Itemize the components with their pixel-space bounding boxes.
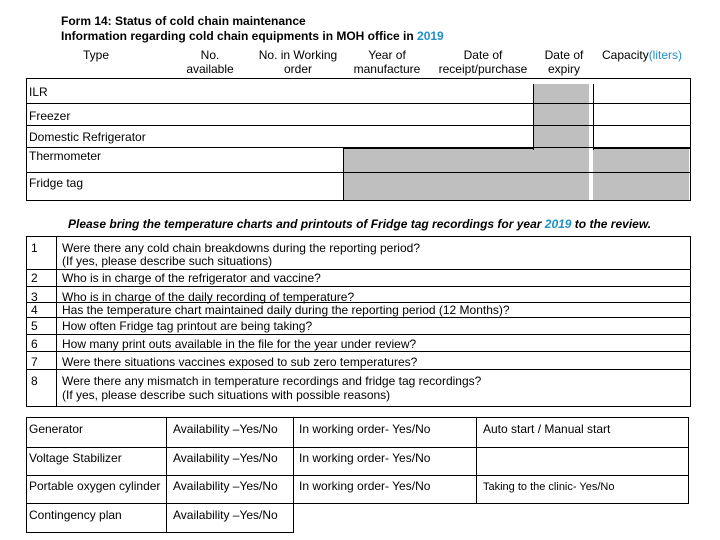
question-text-note: (If yes, please describe such situations with possible reasons) xyxy=(62,388,391,402)
grey-cell-expiry-1 xyxy=(533,84,589,148)
header-no-available: No. available xyxy=(186,48,234,76)
check-working: In working order- Yes/No xyxy=(299,479,431,493)
check-item: Generator xyxy=(29,422,84,436)
question-text: Who is in charge of the refrigerator and vaccine? xyxy=(62,271,321,285)
check-working: In working order- Yes/No xyxy=(299,451,431,465)
grey-cell-capacity xyxy=(593,148,689,200)
header-date-expiry: Date of expiry xyxy=(544,48,584,76)
question-number: 3 xyxy=(31,290,38,304)
form-subtitle: Information regarding cold chain equipments in MOH office in 2019 xyxy=(61,29,444,43)
check-item: Contingency plan xyxy=(29,508,122,522)
question-number: 1 xyxy=(31,241,38,255)
question-number: 7 xyxy=(31,355,38,369)
question-number: 6 xyxy=(31,337,38,351)
row-label-freezer: Freezer xyxy=(29,109,71,123)
check-extra: Taking to the clinic- Yes/No xyxy=(483,481,615,493)
row-label-thermometer: Thermometer xyxy=(29,149,102,163)
row-label-fridge-tag: Fridge tag xyxy=(29,176,84,190)
question-text: Who is in charge of the daily recording of temperature? xyxy=(62,290,355,304)
header-year-manufacture: Year of manufacture xyxy=(353,48,421,76)
check-extra: Auto start / Manual start xyxy=(483,422,611,436)
grey-cell-fridge-tag xyxy=(343,172,589,200)
question-number: 4 xyxy=(31,303,38,317)
row-label-domestic-refrigerator: Domestic Refrigerator xyxy=(29,130,146,144)
check-item: Voltage Stabilizer xyxy=(29,451,122,465)
question-text: How often Fridge tag printout are being taking? xyxy=(62,319,313,333)
row-label-ilr: ILR xyxy=(29,85,48,99)
question-text-note: (If yes, please describe such situations) xyxy=(62,254,273,268)
check-item: Portable oxygen cylinder xyxy=(29,479,161,493)
question-text: Were there situations vaccines exposed to sub zero temperatures? xyxy=(62,355,418,369)
header-date-receipt: Date of receipt/purchase xyxy=(438,48,528,76)
review-note: Please bring the temperature charts and printouts of Fridge tag recordings for year 2019 to the review. xyxy=(68,217,652,231)
question-text: Were there any cold chain breakdowns during the reporting period? xyxy=(62,241,420,255)
question-text: How many print outs available in the file for the year under review? xyxy=(62,337,417,351)
question-number: 8 xyxy=(31,374,38,388)
check-availability: Availability –Yes/No xyxy=(173,422,278,436)
grey-cell-thermometer xyxy=(343,148,589,172)
question-text: Has the temperature chart maintained daily during the reporting period (12 Months)? xyxy=(62,303,510,317)
header-capacity: Capacity(liters) xyxy=(602,48,683,62)
form-title: Form 14: Status of cold chain maintenance xyxy=(61,14,306,28)
check-availability: Availability –Yes/No xyxy=(173,508,278,522)
header-working-order: No. in Working order xyxy=(258,48,338,76)
header-type: Type xyxy=(83,48,110,62)
check-availability: Availability –Yes/No xyxy=(173,479,278,493)
question-number: 5 xyxy=(31,319,38,333)
check-availability: Availability –Yes/No xyxy=(173,451,278,465)
check-working: In working order- Yes/No xyxy=(299,422,431,436)
question-text: Were there any mismatch in temperature recordings and fridge tag recordings? xyxy=(62,374,482,388)
question-number: 2 xyxy=(31,271,38,285)
